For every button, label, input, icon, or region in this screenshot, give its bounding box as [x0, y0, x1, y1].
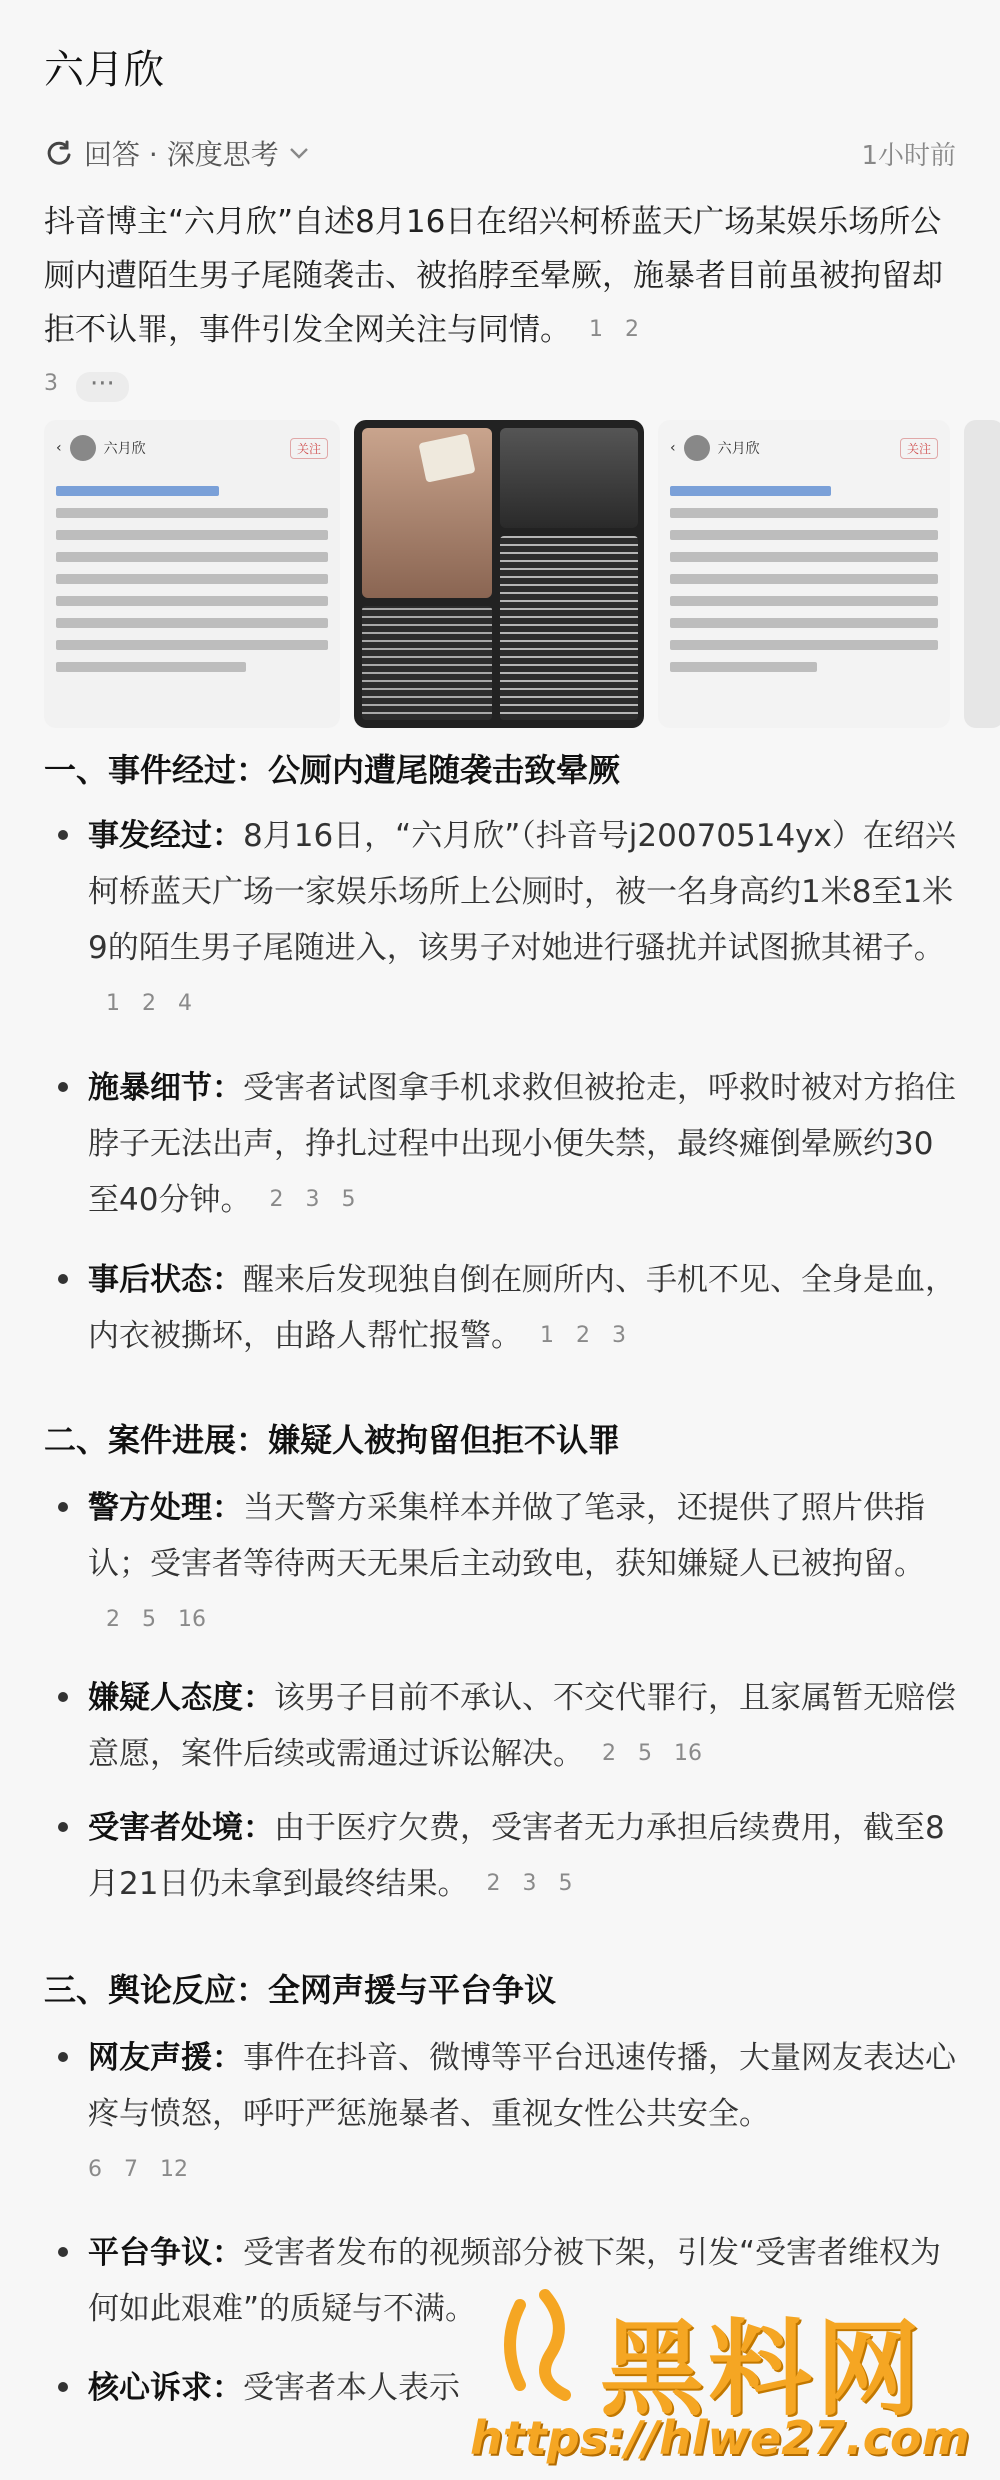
back-icon: ‹ [670, 440, 676, 456]
chat-screenshot [362, 606, 492, 720]
citation-link[interactable]: 2 [106, 1607, 120, 1632]
follow-badge: 关注 [900, 438, 938, 459]
bullet-text: 事件在抖音、微博等平台迅速传播，大量网友表达心疼与愤怒，呼吁严惩施暴者、重视女性公共安全。 [88, 2040, 956, 2132]
intro-text: 抖音博主“六月欣”自述8月16日在绍兴柯桥蓝天广场某娱乐场所公厕内遭陌生男子尾随袭击、被掐脖至晕厥，施暴者目前虽被拘留却拒不认罪，事件引发全网关注与同情。 [44, 204, 943, 348]
bullet-dot [58, 2052, 68, 2062]
bullet-text: 受害者试图拿手机求救但被抢走，呼救时被对方掐住脖子无法出声，挣扎过程中出现小便失禁，最终瘫倒晕厥约30至40分钟。 [88, 1070, 956, 1218]
bullet-lead: 施暴细节： [88, 1070, 243, 1106]
bullet-lead: 受害者处境： [88, 1810, 274, 1846]
section-heading: 一、事件经过：公厕内遭尾随袭击致晕厥 [44, 751, 621, 789]
bullet-lead: 核心诉求： [88, 2370, 243, 2406]
follow-badge: 关注 [290, 438, 328, 459]
list-item [60, 2360, 956, 2416]
section-heading: 三、舆论反应：全网声援与平台争议 [44, 1971, 557, 2009]
citation-link[interactable]: 3 [44, 371, 58, 396]
citation-link[interactable]: 2 [486, 1871, 501, 1896]
answer-mode-label[interactable]: 回答 · 深度思考 [84, 138, 279, 171]
citation-link[interactable]: 5 [341, 1187, 356, 1212]
list-item [60, 808, 956, 1032]
list-item [60, 2030, 956, 2198]
watermark-title: 黑料网 [600, 2308, 925, 2430]
thumb-profile-name: 六月欣 [717, 441, 760, 457]
bullet-dot [58, 2382, 68, 2392]
bullet-dot [58, 1502, 68, 1512]
back-icon: ‹ [56, 440, 62, 456]
bullet-text: 由于医疗欠费，受害者无力承担后续费用，截至8月21日仍未拿到最终结果。 [88, 1810, 945, 1902]
bullet-lead: 嫌疑人态度： [88, 1680, 274, 1716]
citation-link[interactable]: 2 [142, 991, 156, 1016]
citation-link[interactable]: 7 [124, 2157, 138, 2182]
citation-link[interactable]: 1 [106, 991, 120, 1016]
citation-link[interactable]: 2 [625, 317, 639, 342]
bullet-lead: 平台争议： [88, 2235, 243, 2271]
citation-link[interactable]: 16 [178, 1607, 206, 1632]
thumb-header [44, 420, 340, 476]
list-item [60, 1252, 956, 1364]
bullet-dot [58, 1822, 68, 1832]
citation-link[interactable]: 3 [522, 1871, 537, 1896]
bullet-text: 8月16日，“六月欣”（抖音号j20070514yx）在绍兴柯桥蓝天广场一家娱乐场所上公厕时，被一名身高约1米8至1米9的陌生男子尾随进入，该男子对她进行骚扰并试图掀其裙子。 [88, 818, 956, 966]
intro-paragraph [44, 195, 956, 411]
bullet-text: 受害者发布的视频部分被下架，引发“受害者维权为何如此艰难”的质疑与不满。 [88, 2235, 942, 2327]
refresh-icon[interactable] [44, 138, 74, 168]
thumb-header [658, 420, 950, 476]
thumb-text-block [658, 476, 950, 694]
bullet-dot [58, 1082, 68, 1092]
bullet-dot [58, 2247, 68, 2257]
bullet-lead: 网友声援： [88, 2040, 243, 2076]
bullet-lead: 事后状态： [88, 1262, 243, 1298]
citation-link[interactable]: 4 [178, 991, 192, 1016]
list-item [60, 1480, 956, 1648]
injury-photo [362, 428, 492, 598]
bullet-dot [58, 1274, 68, 1284]
bullet-text: 醒来后发现独自倒在厕所内、手机不见、全身是血，内衣被撕坏，由路人帮忙报警。 [88, 1262, 956, 1354]
photo [500, 428, 638, 528]
screenshot-thumbnail[interactable] [44, 420, 340, 728]
citation-link[interactable]: 5 [142, 1607, 156, 1632]
bullet-lead: 事发经过： [88, 818, 243, 854]
citation-link[interactable]: 1 [589, 317, 603, 342]
chat-screenshot [500, 536, 638, 720]
bullet-dot [58, 1692, 68, 1702]
bullet-dot [58, 830, 68, 840]
timestamp: 1小时前 [861, 140, 956, 171]
citation-link[interactable]: 5 [638, 1741, 652, 1766]
citation-link[interactable]: 3 [612, 1323, 626, 1348]
bullet-text: 该男子目前不承认、不交代罪行，且家属暂无赔偿意愿，案件后续或需通过诉讼解决。 [88, 1680, 956, 1772]
image-gallery[interactable] [44, 420, 1000, 728]
citation-link[interactable]: 1 [540, 1323, 554, 1348]
section-heading: 二、案件进展：嫌疑人被拘留但拒不认罪 [44, 1421, 621, 1459]
avatar [684, 435, 710, 461]
citation-link[interactable]: 2 [269, 1187, 284, 1212]
screenshot-thumbnail[interactable] [658, 420, 950, 728]
citation-link[interactable]: 2 [576, 1323, 590, 1348]
photo-collage-thumbnail[interactable] [354, 420, 644, 728]
chevron-down-icon[interactable] [289, 142, 311, 164]
page-title: 六月欣 [44, 47, 164, 93]
citation-link[interactable]: 3 [305, 1187, 320, 1212]
list-item [60, 1670, 956, 1782]
thumb-text-block [44, 476, 340, 694]
citation-link[interactable]: 2 [602, 1741, 616, 1766]
avatar [70, 435, 96, 461]
citation-link[interactable]: 16 [674, 1741, 702, 1766]
citation-link[interactable]: 5 [558, 1871, 573, 1896]
bullet-lead: 警方处理： [88, 1490, 243, 1526]
bullet-text: 当天警方采集样本并做了笔录，还提供了照片供指认；受害者等待两天无果后主动致电，获知嫌疑人已被拘留。 [88, 1490, 925, 1582]
list-item [60, 2225, 956, 2337]
screenshot-thumbnail[interactable] [964, 420, 1000, 728]
thumb-profile-name: 六月欣 [103, 441, 146, 457]
list-item [60, 1800, 956, 1912]
citation-link[interactable]: 6 [88, 2157, 102, 2182]
answer-meta-row [44, 130, 956, 176]
watermark-url: https://hlwe27.com [470, 2411, 970, 2465]
citation-link[interactable]: 12 [160, 2157, 188, 2182]
more-citations-button[interactable]: ··· [76, 372, 129, 402]
bullet-text: 受害者本人表示 [243, 2370, 460, 2406]
list-item [60, 1060, 956, 1228]
